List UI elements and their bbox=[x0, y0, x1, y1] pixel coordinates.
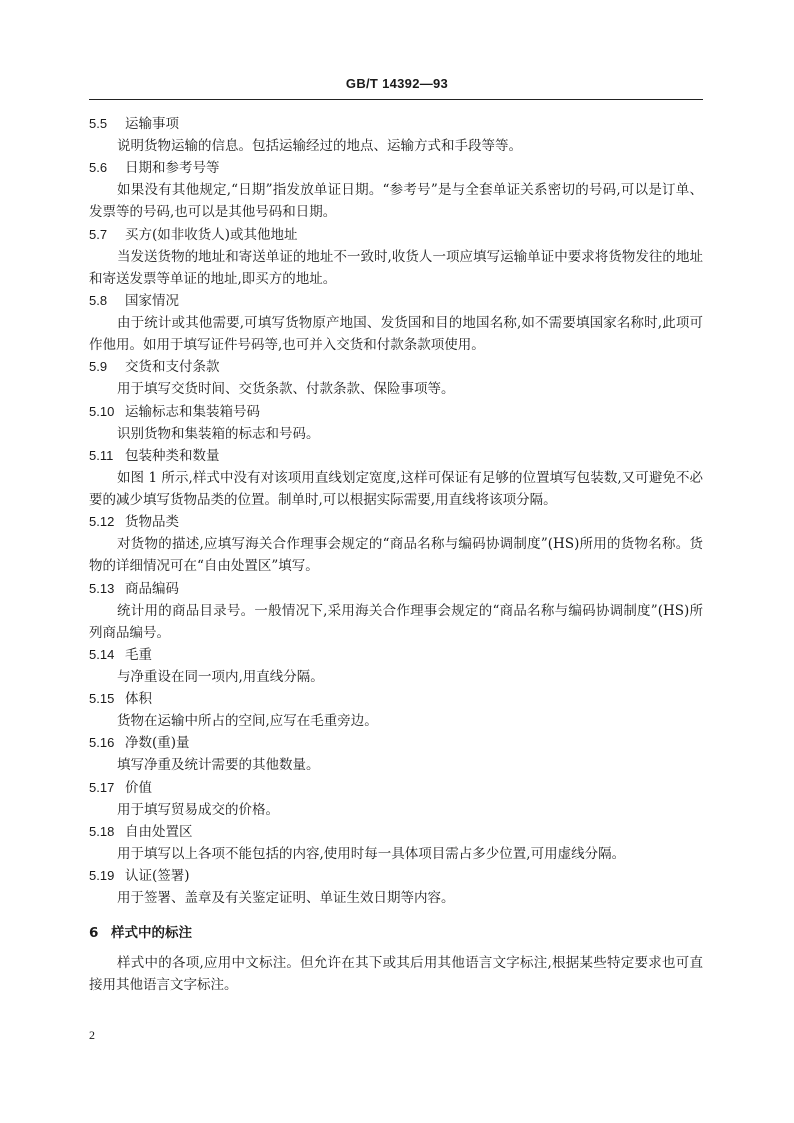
section-6-heading bbox=[89, 920, 703, 946]
clause-text: 如果没有其他规定,“日期”指发放单证日期。“参考号”是与全套单证关系密切的号码,可以是订单、发票等的号码,也可以是其他号码和日期。 bbox=[89, 182, 703, 221]
clause-5-18 bbox=[89, 821, 703, 865]
clause-title: 运输标志和集装箱号码 bbox=[125, 403, 260, 420]
clause-heading bbox=[89, 511, 703, 533]
clause-text: 与净重设在同一项内,用直线分隔。 bbox=[117, 669, 324, 686]
clause-5-10 bbox=[89, 401, 703, 445]
clause-title: 国家情况 bbox=[125, 293, 179, 310]
section-number: 6 bbox=[89, 925, 99, 942]
clause-title: 货物品类 bbox=[125, 514, 179, 531]
clause-heading bbox=[89, 157, 703, 179]
standard-code-header: GB/T 14392—93 bbox=[345, 76, 449, 91]
clause-text: 货物在运输中所占的空间,应写在毛重旁边。 bbox=[117, 713, 378, 730]
clause-heading bbox=[89, 290, 703, 312]
clause-5-14 bbox=[89, 644, 703, 688]
clause-5-7 bbox=[89, 224, 703, 290]
clause-text: 识别货物和集装箱的标志和号码。 bbox=[117, 425, 320, 442]
clause-text: 当发送货物的地址和寄送单证的地址不一致时,收货人一项应填写运输单证中要求将货物发往的地址和寄送发票等单证的地址,即买方的地址。 bbox=[89, 248, 703, 287]
clause-text: 由于统计或其他需要,可填写货物原产地国、发货国和目的地国名称,如不需要填国家名称时,此项可作他用。如用于填写证件号码等,也可并入交货和付款条款项使用。 bbox=[89, 315, 703, 354]
clause-heading bbox=[89, 401, 703, 423]
clause-heading bbox=[89, 777, 703, 799]
clause-number: 5.6 bbox=[89, 160, 108, 176]
clause-title: 包装种类和数量 bbox=[125, 447, 220, 464]
clause-text: 用于填写以上各项不能包括的内容,使用时每一具体项目需占多少位置,可用虚线分隔。 bbox=[117, 845, 626, 862]
clause-title: 价值 bbox=[125, 779, 152, 796]
clause-5-8 bbox=[89, 290, 703, 356]
clause-5-12 bbox=[89, 511, 703, 577]
clause-number: 5.13 bbox=[89, 580, 115, 596]
section-title: 样式中的标注 bbox=[111, 925, 192, 942]
clause-title: 毛重 bbox=[125, 647, 152, 664]
clause-heading bbox=[89, 445, 703, 467]
clause-5-5 bbox=[89, 113, 703, 157]
clause-title: 运输事项 bbox=[125, 116, 179, 132]
clause-number: 5.19 bbox=[89, 868, 115, 884]
clause-title: 交货和支付条款 bbox=[125, 359, 220, 376]
clause-5-11 bbox=[89, 445, 703, 511]
clause-text: 填写净重及统计需要的其他数量。 bbox=[117, 757, 320, 774]
clause-number: 5.5 bbox=[89, 116, 108, 131]
header-rule bbox=[89, 99, 703, 100]
clause-number: 5.8 bbox=[89, 293, 108, 309]
clause-number: 5.17 bbox=[89, 779, 115, 795]
clause-text: 说明货物运输的信息。包括运输经过的地点、运输方式和手段等等。 bbox=[117, 138, 522, 154]
page-number: 2 bbox=[89, 1028, 95, 1042]
clause-title: 净数(重)量 bbox=[125, 735, 190, 752]
clause-number: 5.9 bbox=[89, 359, 108, 375]
clause-number: 5.16 bbox=[89, 735, 115, 751]
clause-number: 5.14 bbox=[89, 647, 115, 663]
clause-title: 商品编码 bbox=[125, 580, 179, 597]
clause-number: 5.10 bbox=[89, 403, 115, 419]
clause-title: 日期和参考号等 bbox=[125, 160, 220, 177]
clause-heading bbox=[89, 732, 703, 754]
clause-heading bbox=[89, 644, 703, 666]
clause-5-19 bbox=[89, 865, 703, 909]
clause-text: 如图 1 所示,样式中没有对该项用直线划定宽度,这样可保证有足够的位置填写包装数,又可避免不必要的减少填写货物品类的位置。制单时,可以根据实际需要,用直线将该项分隔。 bbox=[89, 469, 703, 509]
clause-heading bbox=[89, 578, 703, 600]
clause-heading bbox=[89, 356, 703, 378]
clause-heading bbox=[89, 688, 703, 710]
clause-title: 自由处置区 bbox=[125, 823, 193, 840]
clause-text: 统计用的商品目录号。一般情况下,采用海关合作理事会规定的“商品名称与编码协调制度”(HS)所列商品编号。 bbox=[89, 602, 703, 641]
clause-text: 用于签署、盖章及有关鉴定证明、单证生效日期等内容。 bbox=[117, 890, 455, 907]
clause-5-9 bbox=[89, 356, 703, 400]
clause-title: 买方(如非收货人)或其他地址 bbox=[125, 226, 298, 243]
clause-5-16 bbox=[89, 732, 703, 776]
clause-text: 对货物的描述,应填写海关合作理事会规定的“商品名称与编码协调制度”(HS)所用的货物名称。货物的详细情况可在“自由处置区”填写。 bbox=[89, 536, 703, 575]
clause-title: 体积 bbox=[125, 691, 152, 708]
clause-heading bbox=[89, 113, 703, 135]
clause-heading bbox=[89, 865, 703, 887]
section-text: 样式中的各项,应用中文标注。但允许在其下或其后用其他语言文字标注,根据某些特定要求也可直接用其他语言文字标注。 bbox=[89, 955, 703, 994]
clause-number: 5.7 bbox=[89, 226, 108, 242]
clause-number: 5.11 bbox=[89, 447, 114, 463]
clause-5-13 bbox=[89, 578, 703, 644]
clause-5-15 bbox=[89, 688, 703, 732]
section-6-body bbox=[89, 952, 703, 996]
clause-heading bbox=[89, 821, 703, 843]
clause-number: 5.15 bbox=[89, 691, 115, 707]
clause-text: 用于填写贸易成交的价格。 bbox=[117, 801, 279, 818]
clause-number: 5.18 bbox=[89, 823, 115, 839]
clause-number: 5.12 bbox=[89, 514, 115, 530]
clause-title: 认证(签署) bbox=[125, 868, 190, 885]
clause-heading bbox=[89, 224, 703, 246]
clause-5-17 bbox=[89, 777, 703, 821]
document-body bbox=[89, 113, 703, 997]
clause-5-6 bbox=[89, 157, 703, 223]
clause-text: 用于填写交货时间、交货条款、付款条款、保险事项等。 bbox=[117, 381, 455, 398]
